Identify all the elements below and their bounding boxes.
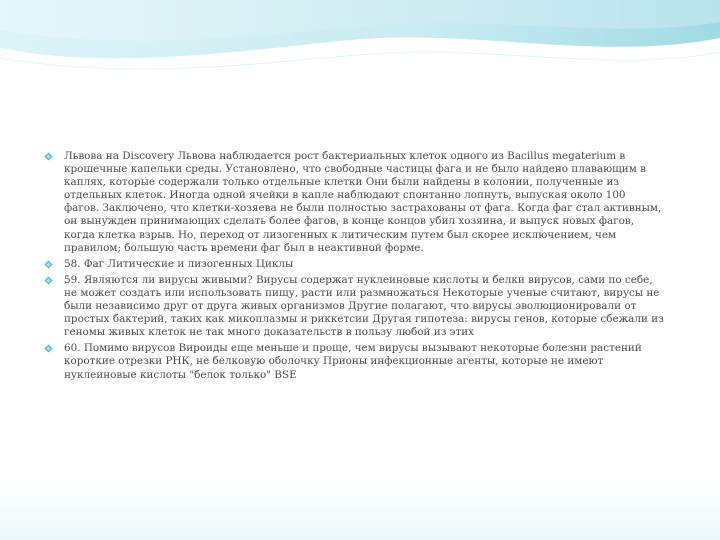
footer-fade-decoration bbox=[0, 480, 720, 540]
bullet-item bbox=[44, 274, 664, 339]
header-wave-decoration bbox=[0, 0, 720, 120]
bullet-list bbox=[44, 150, 664, 382]
bullet-item bbox=[44, 150, 664, 255]
diamond-bullet-icon bbox=[44, 260, 53, 269]
bullet-item bbox=[44, 342, 664, 381]
diamond-bullet-icon bbox=[44, 344, 53, 353]
bullet-text: 60. Помимо вирусов Вироиды еще меньше и проще, чем вирусы вызывают некоторые болезни растений короткие отрезки РНК, не белковую оболочку Прионы инфекционные агенты, которые не имеют нуклеиновые кислоты "белок только" BSE bbox=[64, 342, 642, 381]
slide-body bbox=[44, 150, 664, 385]
bullet-text: Львова на Discovery Львова наблюдается рост бактериальных клеток одного из Bacillus megaterium в крошечные капельки среды. Установлено, что свободные частицы фага и не было найдено плавающим в каплях, которые содержали только отдельные клетки Они были найдены в колонии, полученные из отдельных клеток. Иногда одной ячейки в капле наблюдают спонтанно лопнуть, выпуская около 100 фагов. Заключено, что клетки-хозяева не были полностью застрахованы от фага. Когда фаг стал активным, он вынужден принимающих сделать более фагов, в конце концов убил хозяина, и выпуск новых фагов, когда клетка взрыв. Но, переход от лизогенных к литическим путем был скорее исключением, чем правилом; большую часть времени фаг был в неактивной форме. bbox=[64, 150, 662, 254]
diamond-bullet-icon bbox=[44, 152, 53, 161]
diamond-bullet-icon bbox=[44, 276, 53, 285]
bullet-text: 59. Являются ли вирусы живыми? Вирусы содержат нуклеиновые кислоты и белки вирусов, сами по себе, не может создать или использовать пищу, расти или размножаться Некоторые ученые считают, вирусы не были независимо друг от друга живых организмов Другие полагают, что вирусы эволюционировали от простых бактерий, таких как микоплазмы и риккетсии Другая гипотеза: вирусы генов, которые сбежали из геномы живых клеток не так много доказательств в пользу любой из этих bbox=[64, 273, 664, 339]
bullet-item bbox=[44, 258, 664, 271]
bullet-text: 58. Фаг Литические и лизогенных Циклы bbox=[64, 257, 294, 270]
